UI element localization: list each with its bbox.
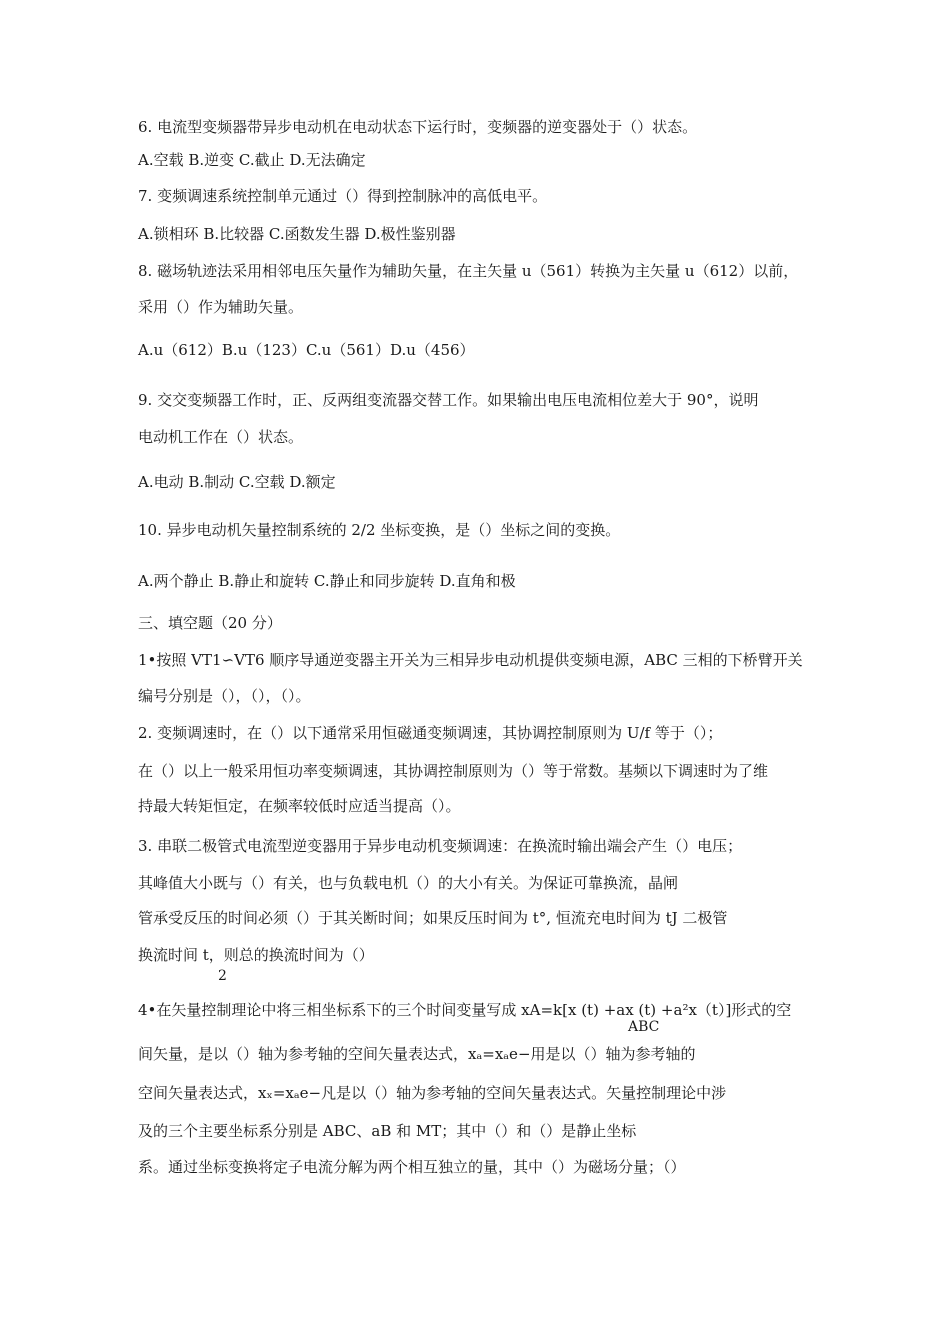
fill4-subscript: ABC [628, 1019, 660, 1035]
fill4-line2: 间矢量，是以（）轴为参考轴的空间矢量表达式，xₐ=xₐe−用是以（）轴为参考轴的 [138, 1045, 696, 1063]
q6-options: A.空载 B.逆变 C.截止 D.无法确定 [138, 151, 366, 169]
fill1-line1: 1•按照 VT1∽VT6 顺序导通逆变器主开关为三相异步电动机提供变频电源，ABC 三相的下桥臂开关 [138, 651, 803, 669]
q6-stem: 6. 电流型变频器带异步电动机在电动状态下运行时，变频器的逆变器处于（）状态。 [138, 118, 698, 136]
fill4-line1: 4•在矢量控制理论中将三相坐标系下的三个时间变量写成 xA=k[x (t) +ax (t) +a²x（t）]形式的空 [138, 1001, 792, 1019]
fill3-line2: 其峰值大小既与（）有关，也与负载电机（）的大小有关。为保证可靠换流，晶闸 [138, 874, 679, 892]
q8-options: A.u（612）B.u（123）C.u（561）D.u（456） [138, 341, 475, 359]
fill2-line2: 在（）以上一般采用恒功率变频调速，其协调控制原则为（）等于常数。基频以下调速时为了维 [138, 762, 769, 780]
q10-stem: 10. 异步电动机矢量控制系统的 2/2 坐标变换，是（）坐标之间的变换。 [138, 521, 621, 539]
fill2-line1: 2. 变频调速时，在（）以下通常采用恒磁通变频调速，其协调控制原则为 U/f 等于（）； [138, 724, 723, 742]
fill4-line3: 空间矢量表达式，xₓ=xₐe−凡是以（）轴为参考轴的空间矢量表达式。矢量控制理论中涉 [138, 1084, 727, 1102]
q8-stem-line2: 采用（）作为辅助矢量。 [138, 298, 304, 316]
fill4-line5: 系。通过坐标变换将定子电流分解为两个相互独立的量，其中（）为磁场分量；（） [138, 1158, 686, 1176]
q7-options: A.锁相环 B.比较器 C.函数发生器 D.极性鉴别器 [138, 225, 456, 243]
q7-stem: 7. 变频调速系统控制单元通过（）得到控制脉冲的高低电平。 [138, 187, 548, 205]
fill3-line4: 换流时间 t，则总的换流时间为（） [138, 946, 374, 964]
fill3-subscript: 2 [218, 968, 227, 984]
fill3-line1: 3. 串联二极管式电流型逆变器用于异步电动机变频调速：在换流时输出端会产生（）电压； [138, 837, 743, 855]
fill1-line2: 编号分别是（），（），（）。 [138, 687, 311, 705]
q10-options: A.两个静止 B.静止和旋转 C.静止和同步旋转 D.直角和极 [138, 572, 516, 590]
fill4-line4: 及的三个主要坐标系分别是 ABC、aB 和 MT；其中（）和（）是静止坐标 [138, 1122, 637, 1140]
q8-stem-line1: 8. 磁场轨迹法采用相邻电压矢量作为辅助矢量，在主矢量 u（561）转换为主矢量 u（612）以前， [138, 262, 799, 280]
section-heading: 三、填空题（20 分） [138, 614, 282, 632]
q9-stem-line2: 电动机工作在（）状态。 [138, 428, 304, 446]
fill2-line3: 持最大转矩恒定，在频率较低时应适当提高（）。 [138, 797, 461, 815]
fill3-line3: 管承受反压的时间必须（）于其关断时间；如果反压时间为 t°, 恒流充电时间为 tJ 二极管 [138, 909, 728, 927]
q9-stem-line1: 9. 交交变频器工作时，正、反两组变流器交替工作。如果输出电压电流相位差大于 90°，说明 [138, 391, 759, 409]
q9-options: A.电动 B.制动 C.空载 D.额定 [138, 473, 336, 491]
